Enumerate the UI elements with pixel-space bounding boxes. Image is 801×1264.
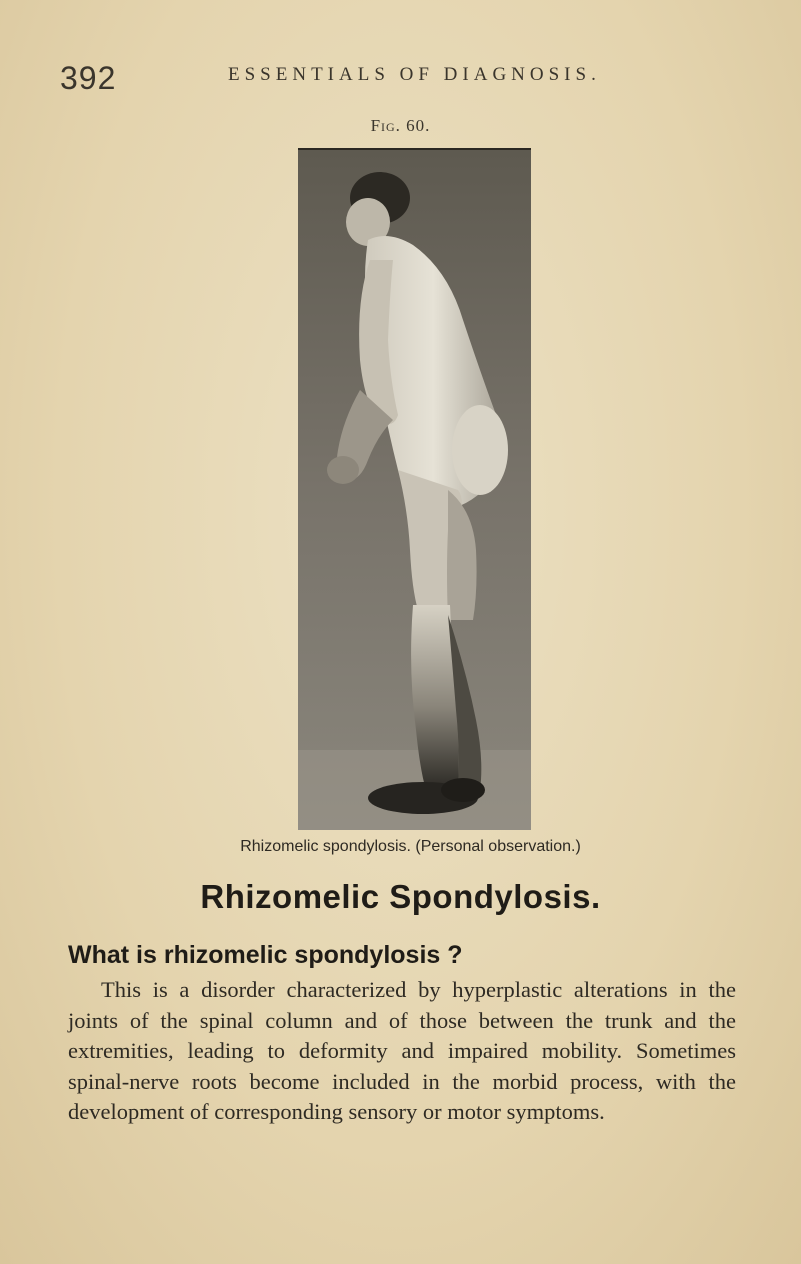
question-heading: What is rhizomelic spondylosis ?	[68, 941, 463, 969]
patient-photograph-illustration	[298, 150, 531, 830]
figure-caption: Rhizomelic spondylosis. (Personal observation.)	[240, 838, 581, 855]
running-title: ESSENTIALS OF DIAGNOSIS.	[228, 64, 601, 85]
figure-photograph	[298, 148, 531, 830]
running-head	[60, 60, 760, 100]
figure-label: Fig. 60.	[370, 116, 431, 135]
page-number: 392	[60, 60, 117, 96]
body-paragraph: This is a disorder characterized by hyperplastic alterations in the joints of the spinal column and of those between the trunk and the extremities, leading to deformity and impaired mobility. Sometimes spinal-nerve roots become included in the morbid process, with the development of corresponding sensory or motor symptoms.	[68, 977, 736, 1125]
section-heading: Rhizomelic Spondylosis.	[200, 878, 601, 915]
